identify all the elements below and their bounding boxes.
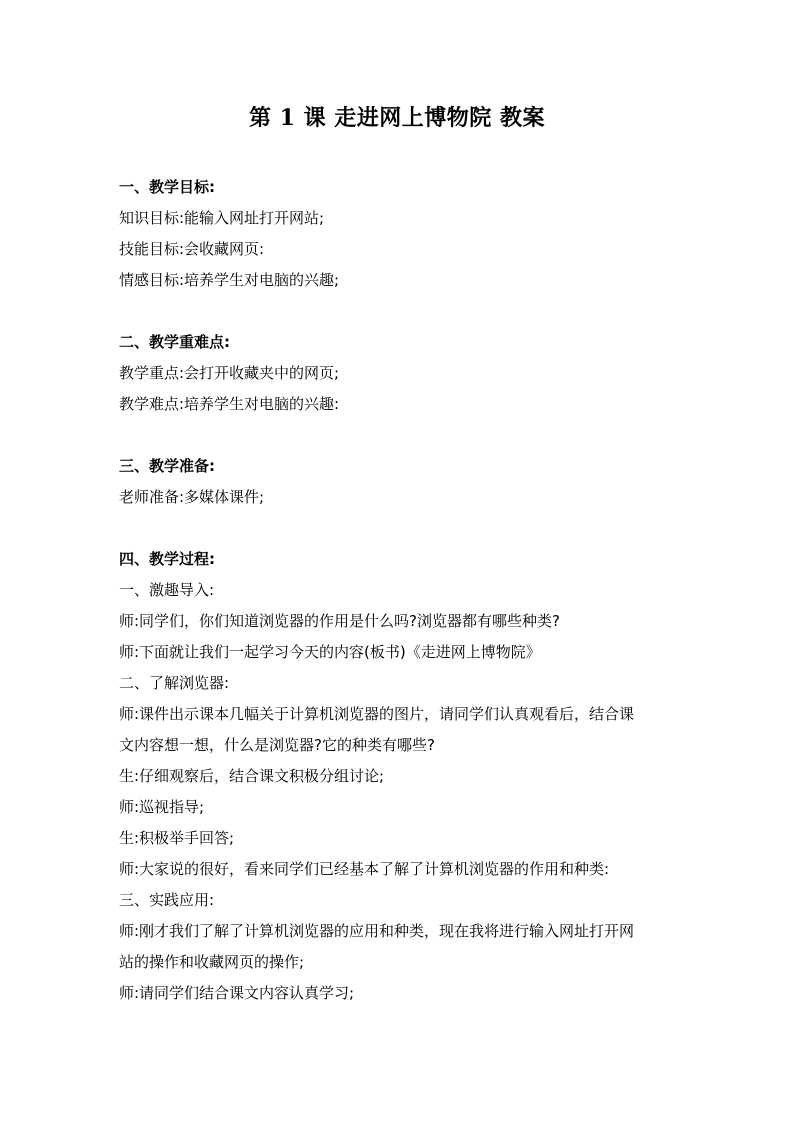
section-heading: 三、教学准备: xyxy=(119,457,215,475)
paragraph-line: 情感目标:培养学生对电脑的兴趣; xyxy=(119,271,340,289)
paragraph-line: 师:下面就让我们一起学习今天的内容(板书)《走进网上博物院》 xyxy=(119,643,541,661)
paragraph-line: 知识目标:能输入网址打开网站; xyxy=(119,209,325,227)
subheading-line: 三、实践应用: xyxy=(119,891,215,909)
paragraph-line: 师:请同学们结合课文内容认真学习; xyxy=(119,984,355,1002)
section-heading: 一、教学目标: xyxy=(119,178,215,196)
paragraph-line: 生:积极举手回答; xyxy=(119,829,235,847)
paragraph-line: 文内容想一想，什么是浏览器?它的种类有哪些? xyxy=(119,736,435,754)
paragraph-line: 技能目标:会收藏网页: xyxy=(119,240,265,258)
section-preparation xyxy=(119,451,679,513)
paragraph-line: 教学重点:会打开收藏夹中的网页; xyxy=(119,364,340,382)
paragraph-line: 师:课件出示课本几幅关于计算机浏览器的图片，请同学们认真观看后，结合课 xyxy=(119,705,635,723)
paragraph-line: 老师准备:多媒体课件; xyxy=(119,488,265,506)
paragraph-line: 站的操作和收藏网页的操作; xyxy=(119,953,305,971)
paragraph-line: 生:仔细观察后，结合课文积极分组讨论; xyxy=(119,767,385,785)
paragraph-line: 师:刚才我们了解了计算机浏览器的应用和种类，现在我将进行输入网址打开网 xyxy=(119,922,635,940)
spacer xyxy=(119,296,679,327)
subheading-line: 二、了解浏览器: xyxy=(119,674,230,692)
section-key-points xyxy=(119,327,679,420)
section-teaching-process xyxy=(119,544,679,1009)
section-heading: 四、教学过程: xyxy=(119,550,215,568)
paragraph-line: 师:巡视指导; xyxy=(119,798,205,816)
document-body xyxy=(119,172,679,1009)
subheading-line: 一、激趣导入: xyxy=(119,581,215,599)
paragraph-line: 师:同学们，你们知道浏览器的作用是什么吗?浏览器都有哪些种类? xyxy=(119,612,560,630)
spacer xyxy=(119,513,679,544)
document-title: 第 1 课 走进网上博物院 教案 xyxy=(249,105,545,131)
section-teaching-goals xyxy=(119,172,679,296)
paragraph-line: 教学难点:培养学生对电脑的兴趣: xyxy=(119,395,340,413)
paragraph-line: 师:大家说的很好，看来同学们已经基本了解了计算机浏览器的作用和种类: xyxy=(119,860,610,878)
spacer xyxy=(119,420,679,451)
section-heading: 二、教学重难点: xyxy=(119,333,230,351)
